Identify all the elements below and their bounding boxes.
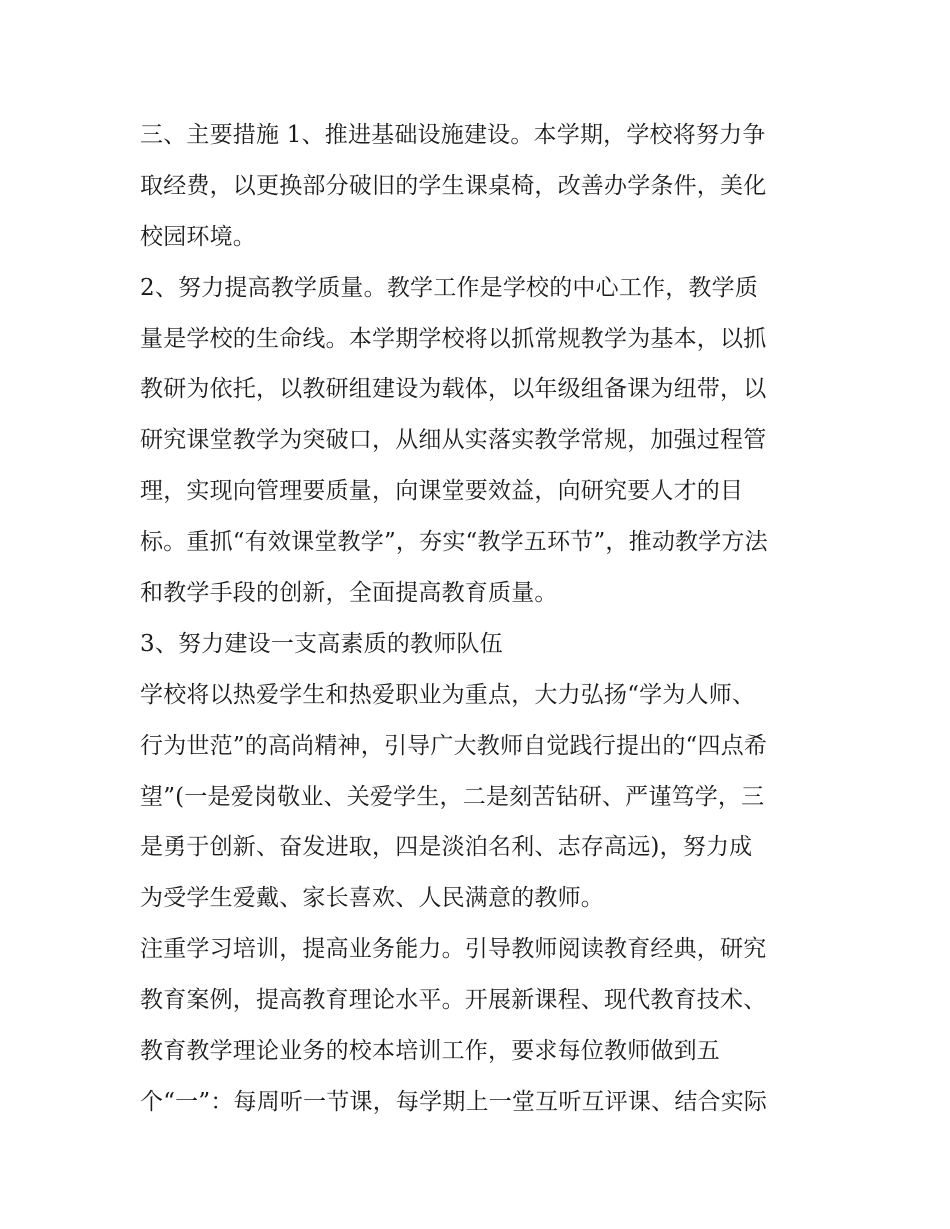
text-line: 研究课堂教学为突破口，从细从实落实教学常规，加强过程管 bbox=[140, 427, 767, 454]
text-line: 个“一”：每周听一节课，每学期上一堂互听互评课、结合实际 bbox=[140, 1088, 768, 1115]
text-line: 学校将以热爱学生和热爱职业为重点，大力弘扬“学为人师、 bbox=[140, 681, 756, 708]
text-line: 量是学校的生命线。本学期学校将以抓常规教学为基本，以抓 bbox=[140, 325, 767, 352]
text-line: 教育案例，提高教育理论水平。开展新课程、现代教育技术、 bbox=[140, 987, 767, 1014]
text-line: 望”(一是爱岗敬业、关爱学生，二是刻苦钻研、严谨笃学，三 bbox=[140, 783, 765, 810]
text-line: 三、主要措施 1、推进基础设施建设。本学期，学校将努力争 bbox=[140, 122, 766, 148]
text-line: 注重学习培训，提高业务能力。引导教师阅读教育经典，研究 bbox=[140, 936, 767, 963]
text-line: 标。重抓“有效课堂教学”，夯实“教学五环节”，推动教学方法 bbox=[140, 529, 768, 556]
text-line: 理，实现向管理要质量，向课堂要效益，向研究要人才的目 bbox=[140, 478, 744, 505]
text-line: 行为世范”的高尚精神，引导广大教师自觉践行提出的“四点希 bbox=[140, 732, 768, 759]
text-line: 取经费，以更换部分破旧的学生课桌椅，改善办学条件，美化 bbox=[140, 172, 767, 199]
text-line: 教研为依托，以教研组建设为载体，以年级组备课为纽带，以 bbox=[140, 376, 767, 403]
text-line: 为受学生爱戴、家长喜欢、人民满意的教师。 bbox=[140, 885, 604, 912]
text-line: 教育教学理论业务的校本培训工作，要求每位教师做到五 bbox=[140, 1038, 720, 1065]
text-line: 校园环境。 bbox=[140, 223, 256, 250]
text-line: 3、努力建设一支高素质的教师队伍 bbox=[140, 630, 503, 657]
text-line: 和教学手段的创新，全面提高教育质量。 bbox=[140, 580, 558, 607]
text-line: 是勇于创新、奋发进取，四是淡泊名利、志存高远)，努力成 bbox=[140, 834, 753, 861]
document-body bbox=[140, 110, 815, 1128]
text-line: 2、努力提高教学质量。教学工作是学校的中心工作，教学质 bbox=[140, 274, 759, 301]
